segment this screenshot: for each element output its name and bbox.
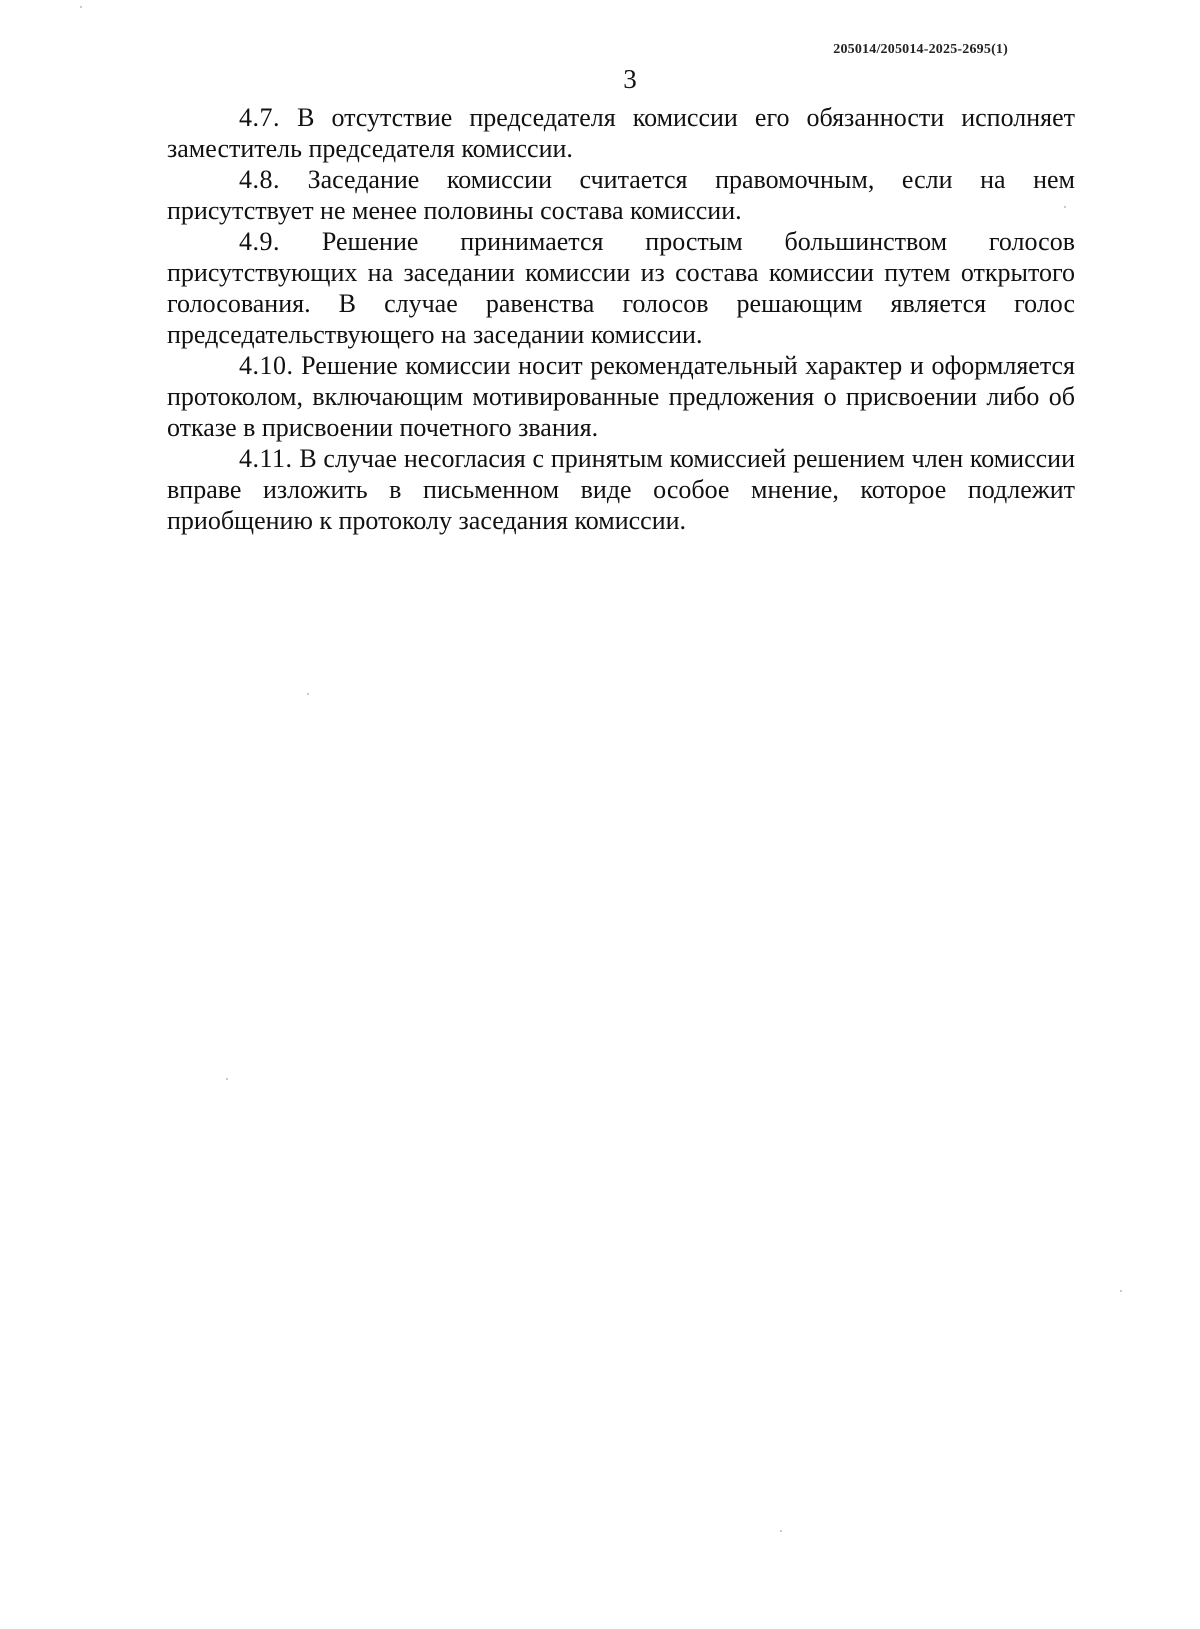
paragraph-text: В случае несогласия с принятым комиссией решением член комиссии вправе изложить в письменном виде особое мнение, которое подлежит приобщению к протоколу заседания комиссии.	[167, 444, 1075, 535]
scan-speck	[1064, 206, 1066, 208]
scan-speck	[80, 6, 82, 8]
paragraph-4-11	[167, 443, 1075, 536]
paragraph-number: 4.11.	[239, 444, 293, 473]
paragraph-text: Решение комиссии носит рекомендательный характер и оформляется протоколом, включающим мотивированные предложения о присвоении либо об отказе в присвоении почетного звания.	[167, 351, 1075, 442]
scan-speck	[226, 1078, 228, 1080]
paragraph-4-10	[167, 350, 1075, 443]
paragraph-number: 4.7.	[239, 103, 280, 132]
scan-speck	[780, 1530, 782, 1532]
paragraph-text: Заседание комиссии считается правомочным, если на нем присутствует не менее половины состава комиссии.	[167, 165, 1076, 225]
paragraph-4-7	[167, 102, 1075, 164]
paragraph-text: В отсутствие председателя комиссии его обязанности исполняет заместитель председателя комиссии.	[167, 103, 1075, 163]
scan-speck	[1120, 1290, 1122, 1292]
document-id: 205014/205014-2025-2695(1)	[833, 42, 1008, 57]
paragraph-number: 4.10.	[239, 351, 294, 380]
scan-speck	[307, 693, 309, 695]
paragraph-4-9	[167, 226, 1075, 350]
paragraph-4-8	[167, 164, 1075, 226]
page-number: 3	[623, 64, 637, 94]
paragraph-number: 4.9.	[239, 227, 280, 256]
document-body	[167, 102, 1075, 536]
paragraph-text: Решение принимается простым большинством голосов присутствующих на заседании комиссии из состава комиссии путем открытого голосования. В случае равенства голосов решающим является голос председательствующего на заседании комиссии.	[167, 227, 1075, 349]
paragraph-number: 4.8.	[239, 165, 280, 194]
